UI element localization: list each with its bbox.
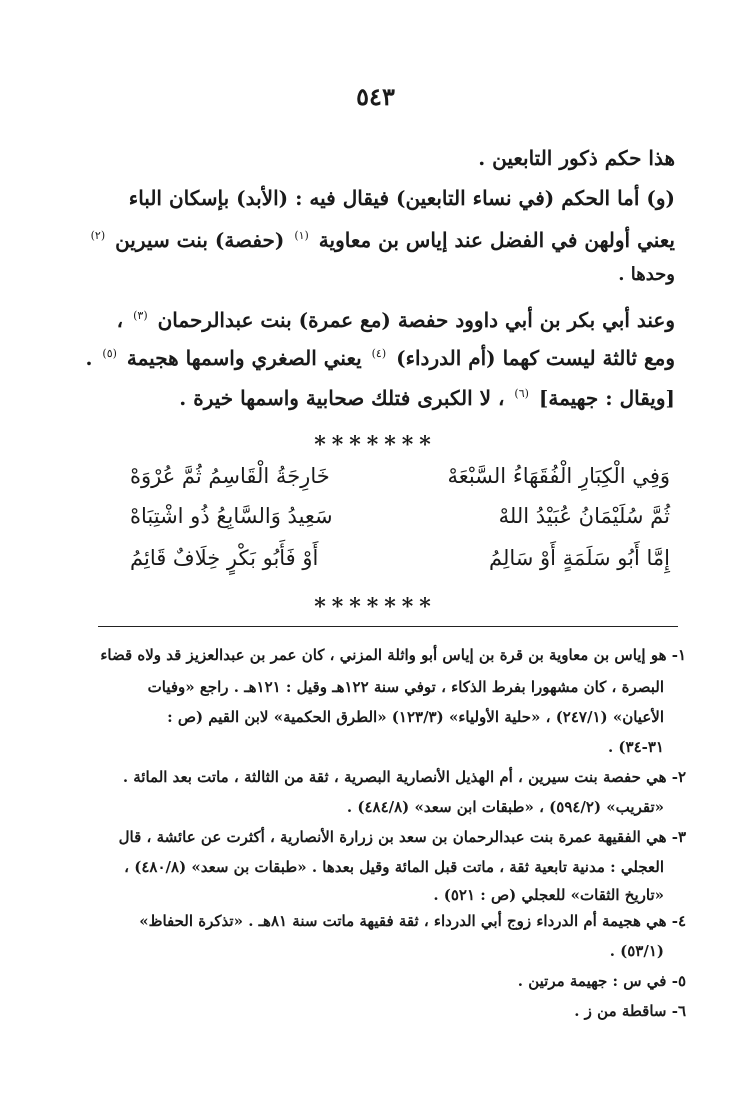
footnote-ref-4: (٤) — [371, 347, 387, 361]
footnote-2-line-2: «تقريب» (٥٩٤/٢) ، «طبقات ابن سعد» (٤٨٤/٨) . — [346, 798, 664, 816]
footnote-1-line-2: البصرة ، كان مشهورا بفرط الذكاء ، توفي سنة ١٢٢هـ وقيل : ١٢١هـ . راجع «وفيات — [147, 678, 664, 696]
footnote-ref-1: (١) — [294, 229, 309, 243]
body-text: (حفصة) بنت سيرين — [115, 228, 285, 252]
separator-stars-bottom: ******* — [314, 594, 437, 620]
footnote-3-line-2: العجلي : مدنية تابعية ثقة ، ماتت قبل المائة وقيل بعدها . «طبقات بن سعد» (٤٨٠/٨) ، — [124, 858, 664, 876]
body-text: ، — [116, 308, 124, 332]
footnote-1-line-3: الأعيان» (٢٤٧/١) ، «حلية الأولياء» (١٢٣/٣) «الطرق الحكمية» لابن القيم (ص : — [167, 708, 664, 726]
body-line-1 — [100, 146, 675, 170]
footnote-3-line-3: «تاريخ الثقات» للعجلي (ص : ٥٢١) . — [433, 886, 664, 904]
footnote-ref-5: (٥) — [102, 347, 117, 361]
body-text: ومع ثالثة ليست كهما (أم الدرداء) — [396, 346, 675, 370]
footnote-1-line-1: ١- هو إياس بن معاوية بن قرة بن إياس أبو واثلة المزني ، كان عمر بن عبدالعزيز قد ولاه قضاء — [100, 646, 686, 664]
footnote-ref-3: (٣) — [133, 309, 148, 323]
body-line-3 — [90, 228, 675, 252]
body-line-4 — [100, 264, 675, 285]
footnote-divider — [98, 626, 678, 627]
verse-row-1 — [130, 464, 670, 488]
page-number: ٥٤٣ — [356, 82, 395, 111]
body-text: (و) أما الحكم (في نساء التابعين) فيقال فيه : (الأبد) بإسكان الباء — [128, 186, 675, 210]
body-text: وعند أبي بكر بن أبي داوود حفصة (مع عمرة) بنت عبدالرحمان — [157, 308, 675, 332]
body-text: . — [85, 346, 93, 370]
footnote-ref-2: (٢) — [90, 229, 106, 243]
footnote-1-line-4: ٣١-٣٤) . — [607, 738, 664, 756]
verse-hemistich-right: ثُمَّ سُلَيْمَانُ عُبَيْدُ اللهْ — [498, 504, 670, 528]
body-text: [ويقال : جهيمة] — [538, 386, 675, 410]
footnote-4-line-2: (٥٣/١) . — [609, 942, 664, 960]
footnote-4-line-1: ٤- هي هجيمة أم الدرداء زوج أبي الدرداء ، ثقة فقيهة ماتت سنة ٨١هـ . «تذكرة الحفاظ» — [139, 912, 686, 930]
body-text: ، لا الكبرى فتلك صحابية واسمها خيرة . — [179, 386, 505, 410]
verse-row-3 — [130, 546, 670, 570]
body-text: وحدها . — [618, 264, 675, 285]
body-line-7 — [100, 386, 675, 410]
verse-hemistich-left: أَوْ فَأَبُو بَكْرٍ خِلَافٌ قَائِمُ — [130, 546, 319, 570]
body-line-2 — [100, 186, 675, 210]
footnote-ref-6: (٦) — [514, 387, 529, 401]
separator-stars-top: ******* — [314, 432, 437, 458]
footnote-2-line-1: ٢- هي حفصة بنت سيرين ، أم الهذيل الأنصارية البصرية ، ثقة من الثالثة ، ماتت بعد المائة . — [122, 768, 686, 786]
footnote-3-line-1: ٣- هي الفقيهة عمرة بنت عبدالرحمان بن سعد بن زرارة الأنصارية ، أكثرت عن عائشة ، قال — [118, 828, 686, 846]
verse-row-2 — [130, 504, 670, 528]
verse-hemistich-right: وَفِي الْكِبَارِ الْفُقَهَاءُ السَّبْعَهْ — [447, 464, 670, 488]
body-text: هذا حكم ذكور التابعين . — [478, 146, 675, 170]
body-line-6 — [85, 346, 675, 370]
verse-hemistich-left: خَارِجَةُ الْقَاسِمُ ثُمَّ عُرْوَهْ — [130, 464, 330, 488]
verse-hemistich-right: إِمَّا أَبُو سَلَمَةٍ أَوْ سَالِمُ — [488, 546, 670, 570]
body-text: يعني أولهن في الفضل عند إياس بن معاوية — [318, 228, 675, 252]
body-text: يعني الصغري واسمها هجيمة — [126, 346, 362, 370]
verse-hemistich-left: سَعِيدُ وَالسَّابِعُ ذُو اشْتِبَاهْ — [130, 504, 333, 528]
footnote-6: ٦- ساقطة من ز . — [574, 1002, 686, 1020]
body-line-5 — [100, 308, 675, 332]
footnote-5: ٥- في س : جهيمة مرتين . — [517, 972, 686, 990]
